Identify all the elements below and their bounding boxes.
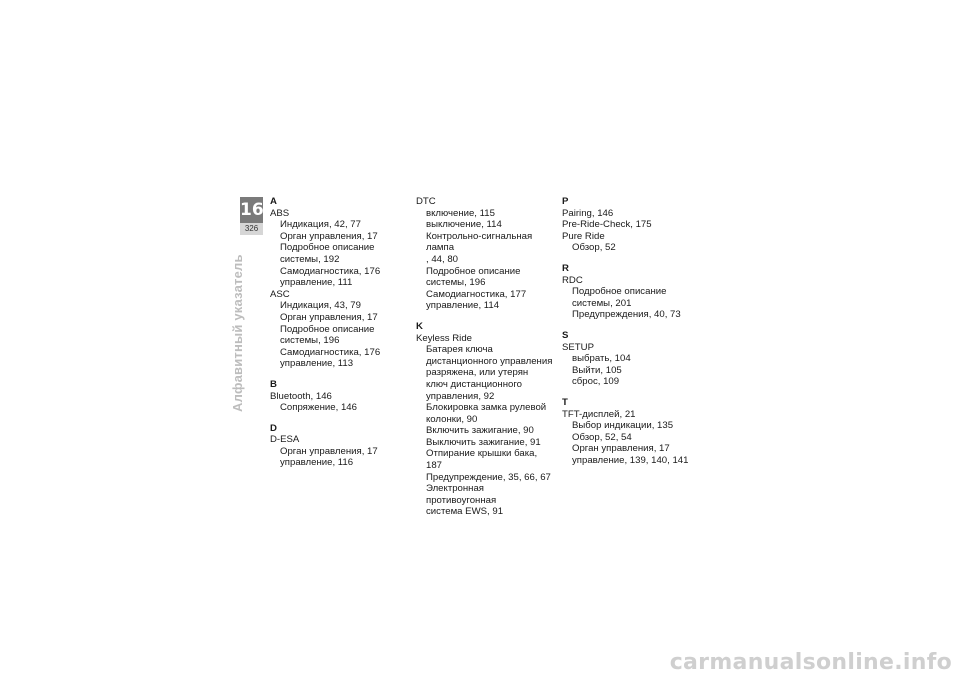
- index-subentry: Подробное описание: [280, 242, 375, 254]
- index-entry: ASC: [270, 288, 290, 300]
- index-subentry: Предупреждения, 40, 73: [572, 309, 681, 321]
- index-subentry: Включить зажигание, 90: [426, 425, 534, 437]
- index-entry: TFT-дисплей, 21: [562, 408, 636, 420]
- index-group: [270, 379, 405, 414]
- index-entry: DTC: [416, 196, 436, 207]
- index-group: [562, 196, 692, 254]
- index-entry: D-ESA: [270, 434, 300, 446]
- index-subentry: Контрольно-сигнальная лампа: [426, 230, 533, 254]
- index-subentry: сброс, 109: [572, 376, 620, 388]
- index-subentry: управление, 116: [280, 457, 354, 469]
- index-subentry: ключ дистанционного: [426, 378, 522, 390]
- index-subentry: система EWS, 91: [426, 506, 504, 518]
- index-subentry: Подробное описание: [572, 286, 667, 298]
- index-subentry: колонки, 90: [426, 413, 478, 425]
- index-letter-heading: A: [270, 196, 277, 207]
- index-subentry: Подробное описание: [280, 323, 375, 335]
- index-entry: Pairing, 146: [562, 207, 614, 219]
- index-group: [562, 330, 692, 388]
- index-subentry: выключение, 114: [426, 219, 502, 231]
- index-subentry: Батарея ключа: [426, 344, 493, 356]
- index-letter-heading: B: [270, 378, 277, 390]
- chapter-tab: [240, 197, 263, 235]
- index-subentry: Отпирание крышки бака, 187: [426, 448, 538, 472]
- index-subentry: управление, 139, 140, 141: [572, 454, 689, 466]
- index-column-2: [416, 196, 554, 518]
- index-subentry: системы, 196: [280, 335, 340, 347]
- index-subentry: Орган управления, 17: [280, 230, 378, 242]
- index-subentry: разряжена, или утерян: [426, 367, 529, 379]
- index-subentry: управления, 92: [426, 390, 495, 402]
- index-subentry: Подробное описание: [426, 265, 521, 277]
- index-group: [416, 196, 554, 312]
- index-entry: Pure Ride: [562, 230, 605, 242]
- index-subentry: управление, 111: [280, 277, 353, 289]
- index-subentry: включение, 115: [426, 207, 495, 219]
- index-subentry: системы, 201: [572, 297, 632, 309]
- index-subentry: Орган управления, 17: [280, 445, 378, 457]
- index-subentry: Предупреждение, 35, 66, 67: [426, 471, 551, 483]
- index-letter-heading: D: [270, 422, 277, 434]
- index-entry: Keyless Ride: [416, 332, 472, 344]
- index-subentry: Индикация, 42, 77: [280, 219, 361, 231]
- index-group: [562, 263, 692, 321]
- index-subentry: системы, 192: [280, 253, 340, 265]
- index-column-1: [270, 196, 405, 469]
- index-subentry: Сопряжение, 146: [280, 402, 357, 414]
- index-subentry: Самодиагностика, 176: [280, 265, 381, 277]
- index-subentry: Индикация, 43, 79: [280, 300, 361, 312]
- index-entry: SETUP: [562, 341, 594, 353]
- page-number: 326: [240, 223, 263, 235]
- index-letter-heading: K: [416, 320, 423, 332]
- index-group: [562, 397, 692, 467]
- index-group: [270, 423, 405, 469]
- index-subentry: Орган управления, 17: [572, 443, 670, 455]
- index-column-3: [562, 196, 692, 466]
- index-letter-heading: P: [562, 196, 569, 207]
- index-subentry: Обзор, 52, 54: [572, 431, 632, 443]
- index-subentry: Выбор индикации, 135: [572, 420, 674, 432]
- index-letter-heading: R: [562, 262, 569, 274]
- index-subentry: , 44, 80: [426, 253, 459, 265]
- index-subentry: Выключить зажигание, 91: [426, 436, 541, 448]
- index-entry: Pre-Ride-Check, 175: [562, 219, 652, 231]
- chapter-title: Алфавитный указатель: [230, 254, 245, 412]
- index-letter-heading: T: [562, 396, 568, 408]
- index-subentry: управление, 114: [426, 300, 500, 312]
- index-subentry: системы, 196: [426, 277, 486, 289]
- index-entry: Bluetooth, 146: [270, 390, 332, 402]
- index-entry: RDC: [562, 274, 583, 286]
- index-subentry: выбрать, 104: [572, 353, 631, 365]
- index-subentry: Электронная противоугонная: [426, 483, 497, 506]
- index-group: [416, 321, 554, 518]
- index-subentry: Орган управления, 17: [280, 311, 378, 323]
- index-entry: ABS: [270, 207, 290, 219]
- index-subentry: дистанционного управления: [426, 355, 553, 367]
- index-letter-heading: S: [562, 329, 569, 341]
- index-subentry: Самодиагностика, 177: [426, 288, 527, 300]
- watermark-text: carmanualsonline.info: [669, 650, 952, 675]
- index-subentry: управление, 113: [280, 358, 354, 370]
- index-subentry: Обзор, 52: [572, 242, 616, 254]
- chapter-number: 16: [240, 197, 263, 223]
- index-subentry: Блокировка замка рулевой: [426, 402, 547, 414]
- index-subentry: Самодиагностика, 176: [280, 346, 381, 358]
- index-group: [270, 196, 405, 370]
- index-subentry: Выйти, 105: [572, 364, 622, 376]
